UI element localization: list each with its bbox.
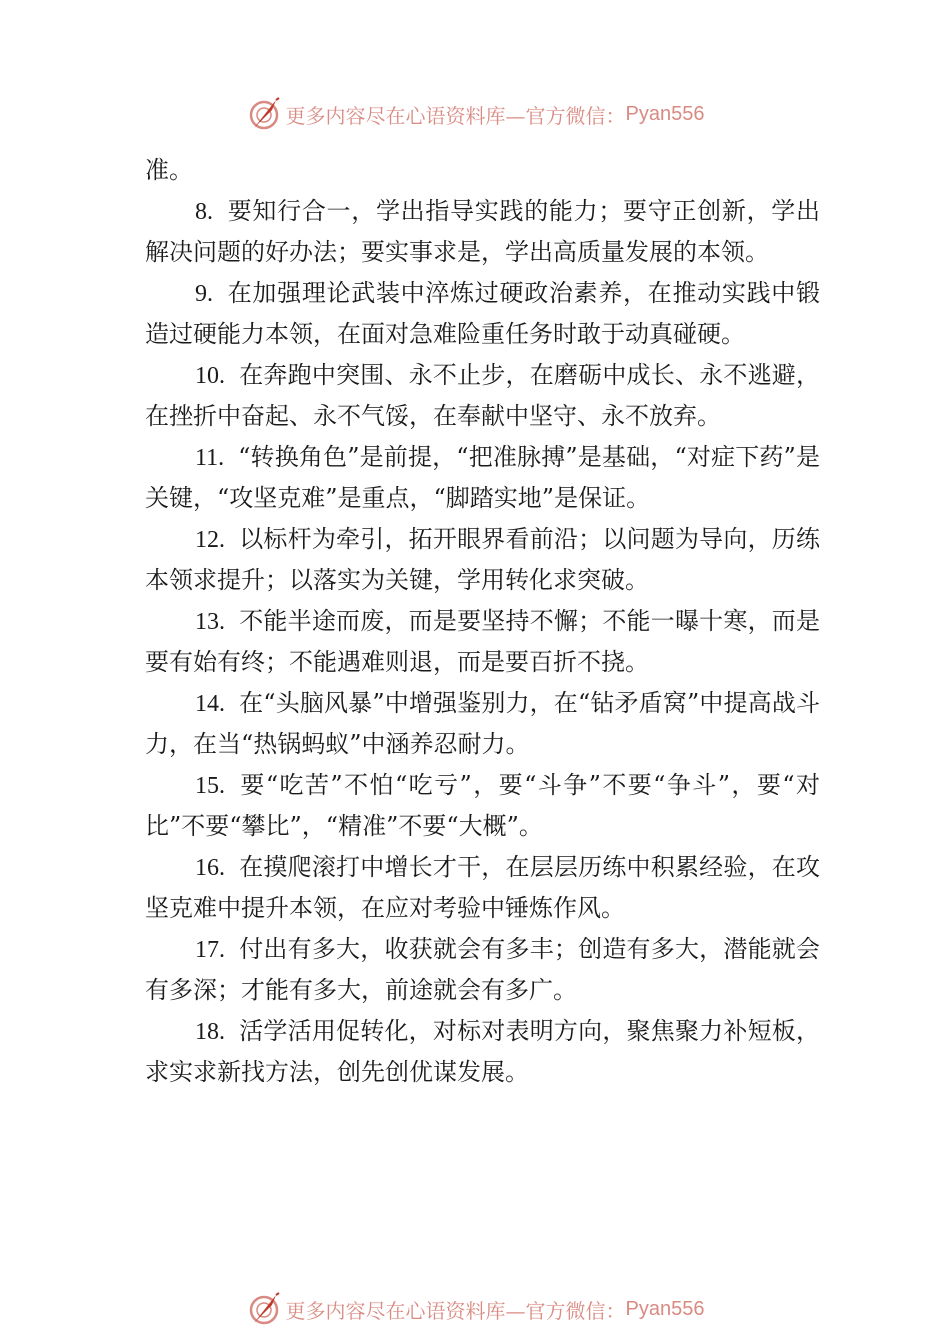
item-number: 11.	[195, 444, 225, 471]
intro-fragment: 准。	[145, 156, 193, 184]
item-text: 在奔跑中突围、永不止步，在磨砺中成长、永不逃避，在挫折中奋起、永不气馁，在奉献中坚守、永不放弃。	[145, 360, 820, 430]
item-text: 活学活用促转化，对标对表明方向，聚焦聚力补短板，求实求新找方法，创先创优谋发展。	[145, 1016, 820, 1086]
item-number: 10.	[195, 362, 225, 389]
item-text: “转换角色”是前提，“把准脉搏”是基础，“对症下药”是关键，“攻坚克难”是重点，“脚踏实地”是保证。	[145, 442, 820, 512]
list-item	[145, 355, 820, 437]
list-item	[145, 601, 820, 683]
item-text: 要“吃苦”不怕“吃亏”，要“斗争”不要“争斗”，要“对比”不要“攀比”，“精准”不要“大概”。	[145, 770, 820, 840]
item-number: 17.	[195, 936, 225, 963]
item-number: 16.	[195, 854, 225, 881]
list-item	[145, 929, 820, 1011]
item-text: 付出有多大，收获就会有多丰；创造有多大，潜能就会有多深；才能有多大，前途就会有多广。	[145, 934, 820, 1004]
item-number: 8.	[195, 198, 213, 225]
list-item	[145, 273, 820, 355]
item-text: 不能半途而废，而是要坚持不懈；不能一曝十寒，而是要有始有终；不能遇难则退，而是要百折不挠。	[145, 606, 820, 676]
item-number: 15.	[195, 772, 225, 799]
document-body	[145, 150, 820, 1093]
list-item	[145, 519, 820, 601]
item-number: 13.	[195, 608, 225, 635]
item-number: 18.	[195, 1018, 225, 1045]
item-number: 9.	[195, 280, 213, 307]
list-item	[145, 765, 820, 847]
banner-text: 更多内容尽在心语资料库—官方微信：	[285, 1298, 626, 1323]
list-item	[145, 437, 820, 519]
quill-logo-icon	[246, 1291, 282, 1327]
item-text: 以标杆为牵引，拓开眼界看前沿；以问题为导向，历练本领求提升；以落实为关键，学用转化求突破。	[145, 524, 820, 594]
header-watermark-banner	[0, 94, 950, 134]
item-number: 14.	[195, 690, 225, 717]
list-item	[145, 683, 820, 765]
list-item	[145, 1011, 820, 1093]
item-number: 12.	[195, 526, 225, 553]
item-text: 要知行合一，学出指导实践的能力；要守正创新，学出解决问题的好办法；要实事求是，学出高质量发展的本领。	[145, 196, 820, 266]
list-item	[145, 847, 820, 929]
item-text: 在加强理论武装中淬炼过硬政治素养，在推动实践中锻造过硬能力本领，在面对急难险重任务时敢于动真碰硬。	[145, 278, 820, 348]
item-text: 在“头脑风暴”中增强鉴别力，在“钻矛盾窝”中提高战斗力，在当“热锅蚂蚁”中涵养忍耐力。	[145, 688, 820, 758]
item-text: 在摸爬滚打中增长才干，在层层历练中积累经验，在攻坚克难中提升本领，在应对考验中锤炼作风。	[145, 852, 820, 922]
quill-logo-icon	[246, 96, 282, 132]
banner-wechat-id: Pyan556	[625, 102, 705, 125]
list-item	[145, 191, 820, 273]
footer-watermark-banner	[0, 1289, 950, 1329]
banner-wechat-id: Pyan556	[625, 1297, 705, 1320]
banner-text: 更多内容尽在心语资料库—官方微信：	[285, 103, 626, 128]
